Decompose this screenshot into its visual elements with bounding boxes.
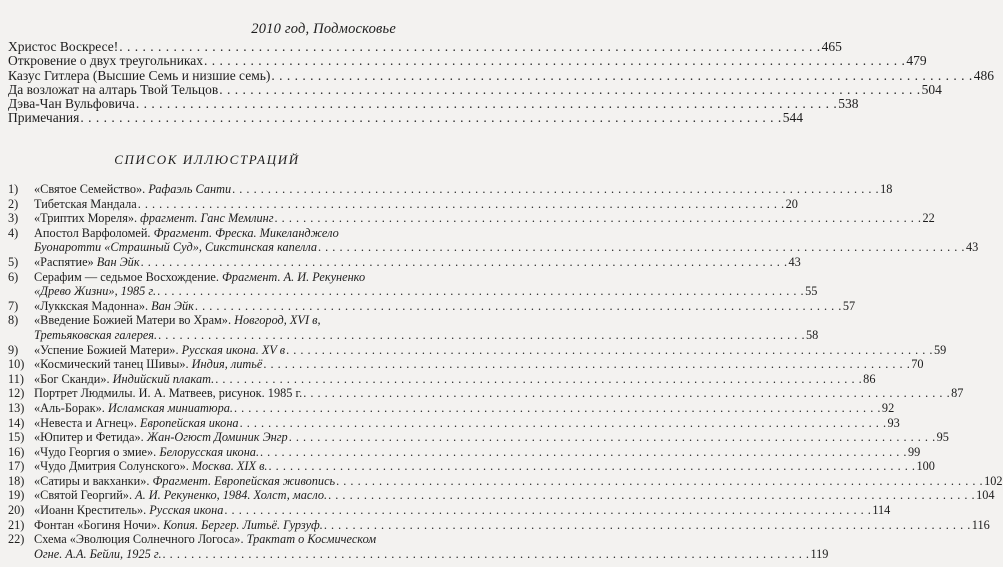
caption-line [34, 546, 829, 562]
caption-line [34, 182, 893, 197]
illustration-page: 99 [907, 444, 921, 459]
illustration-caption [34, 503, 891, 518]
caption-italic: Русская икона. XV в [181, 342, 286, 357]
dot-leader [288, 430, 937, 445]
caption-italic: Исламская миниатюра. [107, 400, 233, 415]
toc-entry [8, 110, 803, 126]
illustration-entry [8, 254, 801, 270]
toc-entry [8, 39, 842, 54]
caption-plain: «Космический танец Шивы». [34, 357, 192, 372]
caption-line [34, 226, 396, 241]
caption-italic: Фрагмент. А. И. Рекуненко [222, 269, 366, 284]
dot-leader [262, 357, 911, 372]
dot-leader [162, 547, 811, 562]
illustration-caption [34, 313, 819, 342]
illustrations-heading: СПИСОК ИЛЛЮСТРАЦИЙ [114, 152, 300, 167]
illustration-caption [34, 357, 924, 372]
illustration-caption [34, 371, 876, 387]
dot-leader [239, 416, 888, 431]
dot-leader [323, 518, 972, 533]
illustration-page: 95 [936, 430, 949, 445]
illustration-page: 86 [863, 371, 876, 386]
illustration-page: 58 [806, 327, 819, 342]
illustration-caption [34, 196, 798, 212]
illustration-page: 55 [805, 284, 818, 299]
illustration-caption [34, 211, 935, 226]
illustration-caption [34, 400, 895, 416]
illustration-caption [34, 386, 964, 401]
illustration-caption [34, 430, 949, 445]
illustration-page: 93 [887, 415, 900, 430]
illustration-number: 4) [8, 225, 19, 240]
illustration-caption [34, 532, 829, 561]
caption-italic: Трактат о Космическом [246, 532, 377, 547]
caption-text [34, 255, 140, 270]
illustration-caption [34, 342, 947, 358]
caption-italic: Индия, литьё [191, 357, 263, 372]
illustration-entry [8, 400, 895, 416]
illustration-page: 114 [872, 503, 891, 518]
caption-plain: «Распятие» [34, 254, 97, 269]
caption-line [34, 298, 856, 314]
dot-leader [218, 83, 921, 97]
caption-line [34, 270, 396, 285]
caption-italic: Ван Эйк [96, 254, 140, 269]
illustration-number: 17) [8, 459, 25, 474]
illustration-entry [8, 357, 924, 372]
caption-line [34, 284, 818, 299]
caption-text [34, 488, 327, 503]
caption-text [34, 197, 137, 212]
dot-leader [274, 211, 923, 226]
caption-text [34, 343, 285, 358]
caption-plain: «Чудо Дмитрия Солунского». [34, 459, 192, 474]
dot-leader [203, 54, 906, 68]
caption-italic: Рафаэль Санти [148, 182, 232, 196]
toc-entry-page: 504 [921, 81, 942, 97]
illustration-page: 70 [911, 357, 924, 372]
illustration-number: 7) [8, 298, 19, 313]
illustration-number: 21) [8, 517, 25, 532]
header-location-date: 2010 год, Подмосковье [251, 21, 396, 37]
caption-italic: А. И. Рекуненко, 1984. Холст, масло. [135, 488, 328, 503]
illustration-entry [8, 371, 876, 387]
caption-plain: «Святой Георгий». [34, 488, 136, 503]
caption-italic: Белорусская икона. [159, 444, 260, 459]
dot-leader [118, 40, 821, 54]
caption-continuation: Огне. А.А. Бейли, 1925 г. [34, 546, 162, 561]
toc-entry-page: 486 [973, 67, 995, 83]
illustration-caption [34, 269, 818, 299]
caption-plain: Апостол Варфоломей. [34, 225, 154, 240]
dot-leader [327, 488, 976, 503]
caption-line [34, 386, 964, 401]
caption-plain: «Введение Божией Матери во Храм». [34, 313, 235, 328]
caption-italic: Фрагмент. Европейская живопись [152, 473, 336, 488]
caption-text [34, 182, 231, 197]
illustration-page: 87 [951, 386, 964, 401]
illustration-page: 104 [976, 488, 995, 503]
caption-italic: Европейская икона [140, 415, 239, 430]
illustration-caption [34, 298, 856, 314]
caption-plain: Фонтан «Богиня Ночи». [34, 517, 164, 532]
illustration-number: 16) [8, 444, 25, 459]
caption-plain: «Луккская Мадонна». [34, 298, 152, 313]
caption-italic: Копия. Бергер. Литьё. Гурзуф. [163, 517, 323, 532]
caption-plain: Портрет Людмилы. И. А. Матвеев, рисунок. 1985 г. [34, 386, 303, 401]
toc-entry-title: Примечания [8, 110, 80, 126]
illustration-page: 100 [916, 459, 935, 474]
dot-leader [135, 97, 838, 111]
caption-text [34, 211, 274, 226]
toc-entry [8, 53, 927, 69]
caption-plain: «Иоанн Креститель». [34, 503, 150, 518]
illustration-page: 116 [971, 517, 990, 532]
illustration-number: 10) [8, 357, 25, 372]
toc-entry-title: Казус Гитлера (Высшие Семь и низшие семь) [8, 67, 271, 83]
illustration-caption [34, 254, 801, 270]
caption-plain: Серафим — седьмое Восхождение. [34, 269, 223, 284]
caption-text [34, 503, 223, 518]
toc-entry-title: Откровение о двух треугольниках [8, 53, 204, 69]
illustration-page: 43 [965, 240, 979, 255]
toc-entry-title: Христос Воскресе! [8, 39, 119, 54]
illustration-entry [8, 225, 979, 255]
illustration-caption [34, 473, 1003, 489]
illustration-entry [8, 386, 964, 401]
caption-plain: «Успение Божией Матери». [34, 342, 182, 357]
caption-line [34, 415, 900, 431]
caption-italic: Новгород, XVI в, [234, 313, 321, 328]
caption-italic: Фрагмент. Фреска. Микеланджело [153, 225, 339, 240]
toc-entry [8, 81, 942, 97]
illustration-page: 43 [788, 254, 801, 269]
caption-line [34, 459, 935, 474]
illustration-page: 57 [842, 298, 856, 313]
illustration-caption [34, 415, 900, 431]
caption-text [34, 445, 259, 460]
caption-plain: «Чудо Георгия о змие». [34, 444, 160, 459]
caption-line [34, 313, 396, 328]
dot-leader [79, 111, 782, 125]
caption-text [34, 401, 233, 416]
caption-line [34, 488, 995, 503]
caption-continuation: Третьяковская галерея. [34, 327, 158, 342]
illustration-entry [8, 313, 819, 342]
illustration-number: 3) [8, 211, 19, 226]
illustration-entry [8, 459, 935, 474]
caption-italic: Москва. XIX в. [191, 459, 268, 474]
illustration-caption [34, 459, 935, 474]
illustration-caption [34, 517, 990, 533]
caption-italic: Жан-Огюст Доминик Энгр [146, 430, 288, 445]
illustration-number: 12) [8, 386, 25, 401]
caption-italic: фрагмент. Ганс Мемлинг [140, 211, 274, 226]
illustration-number: 20) [8, 503, 25, 518]
illustration-page: 59 [934, 342, 947, 357]
dot-leader [194, 299, 843, 314]
caption-text [34, 226, 339, 241]
toc-entry-page: 465 [821, 39, 842, 54]
illustration-entry [8, 444, 921, 460]
illustration-entry [8, 503, 891, 518]
illustration-number: 9) [8, 342, 19, 357]
dot-leader [156, 284, 805, 299]
caption-plain: «Невеста и Агнец». [34, 415, 140, 430]
table-of-contents [8, 39, 995, 126]
caption-line [34, 371, 876, 387]
illustration-caption [34, 488, 995, 503]
illustration-number: 13) [8, 400, 25, 415]
caption-text [34, 430, 288, 445]
dot-leader [223, 503, 872, 518]
illustration-entry [8, 517, 990, 533]
illustration-number: 8) [8, 313, 19, 328]
toc-entry [8, 67, 995, 83]
dot-leader [233, 401, 882, 416]
dot-leader [214, 372, 863, 387]
illustration-page: 92 [881, 400, 895, 415]
caption-plain: «Сатиры и вакханки». [34, 473, 153, 488]
caption-text [34, 270, 365, 285]
illustration-entry [8, 182, 893, 197]
caption-text [34, 532, 376, 547]
dot-leader [268, 459, 917, 474]
illustration-caption [34, 182, 893, 197]
dot-leader [140, 255, 789, 270]
caption-plain: «Триптих Мореля». [34, 211, 141, 226]
caption-plain: «Бог Сканди». [34, 371, 113, 386]
caption-text [34, 357, 262, 372]
illustration-entry [8, 430, 949, 445]
dot-leader [259, 445, 908, 460]
toc-entry-title: Да возложат на алтарь Твой Тельцов [8, 81, 219, 97]
illustration-entry [8, 488, 995, 503]
toc-entry-page: 544 [782, 110, 803, 126]
caption-line [34, 342, 947, 358]
illustration-entry [8, 211, 935, 226]
dot-leader [335, 474, 984, 489]
illustration-page: 22 [922, 211, 935, 226]
caption-line [34, 517, 990, 533]
caption-line [34, 400, 895, 416]
caption-continuation: Буонаротти «Страшный Суд», Сикстинская капелла [34, 240, 317, 255]
caption-line [34, 503, 891, 518]
caption-text [34, 474, 335, 489]
caption-plain: Тибетская Мандала [34, 196, 137, 211]
illustration-number: 5) [8, 254, 19, 269]
toc-entry-page: 538 [838, 96, 859, 112]
caption-line [34, 473, 1003, 489]
illustration-entry [8, 196, 798, 212]
dot-leader [285, 343, 934, 358]
illustration-number: 11) [8, 371, 24, 386]
illustration-number: 18) [8, 473, 25, 488]
caption-italic: Индийский плакат. [112, 371, 215, 386]
illustration-number: 19) [8, 488, 25, 503]
caption-plain: Схема «Эволюция Солнечного Логоса». [34, 532, 247, 547]
dot-leader [317, 240, 966, 255]
caption-italic: Ван Эйк [151, 298, 194, 313]
illustration-entry [8, 342, 947, 358]
caption-text [34, 518, 323, 533]
toc-entry-title: Дэва-Чан Вульфовича [8, 96, 135, 112]
illustration-entry [8, 298, 856, 314]
caption-line [34, 240, 979, 255]
caption-text [34, 386, 302, 401]
dot-leader [302, 386, 951, 401]
illustration-number: 15) [8, 430, 25, 445]
illustration-caption [34, 225, 979, 255]
caption-line [34, 532, 396, 547]
caption-line [34, 254, 801, 270]
caption-line [34, 196, 798, 212]
caption-text [34, 416, 239, 431]
illustration-entry [8, 415, 900, 431]
caption-line [34, 211, 935, 226]
illustration-page: 119 [810, 546, 829, 561]
caption-text [34, 313, 321, 328]
toc-entry [8, 96, 859, 112]
illustration-caption [34, 444, 921, 460]
illustration-number: 14) [8, 415, 25, 430]
caption-plain: «Юпитер и Фетида». [34, 430, 147, 445]
illustration-page: 18 [880, 182, 893, 196]
caption-line [34, 327, 819, 343]
caption-plain: «Святое Семейство». [34, 182, 149, 196]
caption-text [34, 459, 268, 474]
illustration-number: 1) [8, 182, 19, 196]
illustration-number: 6) [8, 269, 19, 284]
dot-leader [231, 182, 880, 197]
illustration-page: 102 [984, 473, 1003, 488]
caption-italic: Русская икона [149, 503, 224, 518]
caption-line [34, 357, 924, 372]
caption-plain: «Аль-Борак». [34, 400, 108, 415]
dot-leader [270, 69, 973, 83]
illustration-number: 2) [8, 196, 19, 211]
illustration-entry [8, 473, 1003, 489]
illustration-entry [8, 269, 818, 299]
illustrations-list [8, 182, 1003, 561]
illustration-number: 22) [8, 532, 25, 547]
dot-leader [137, 197, 786, 212]
caption-line [34, 430, 949, 445]
caption-continuation: «Древо Жизни», 1985 г. [34, 284, 157, 299]
caption-text [34, 372, 214, 387]
caption-line [34, 444, 921, 460]
illustration-page: 20 [785, 196, 798, 211]
illustration-entry [8, 532, 829, 561]
caption-text [34, 299, 194, 314]
dot-leader [157, 328, 806, 343]
toc-entry-page: 479 [906, 53, 927, 69]
